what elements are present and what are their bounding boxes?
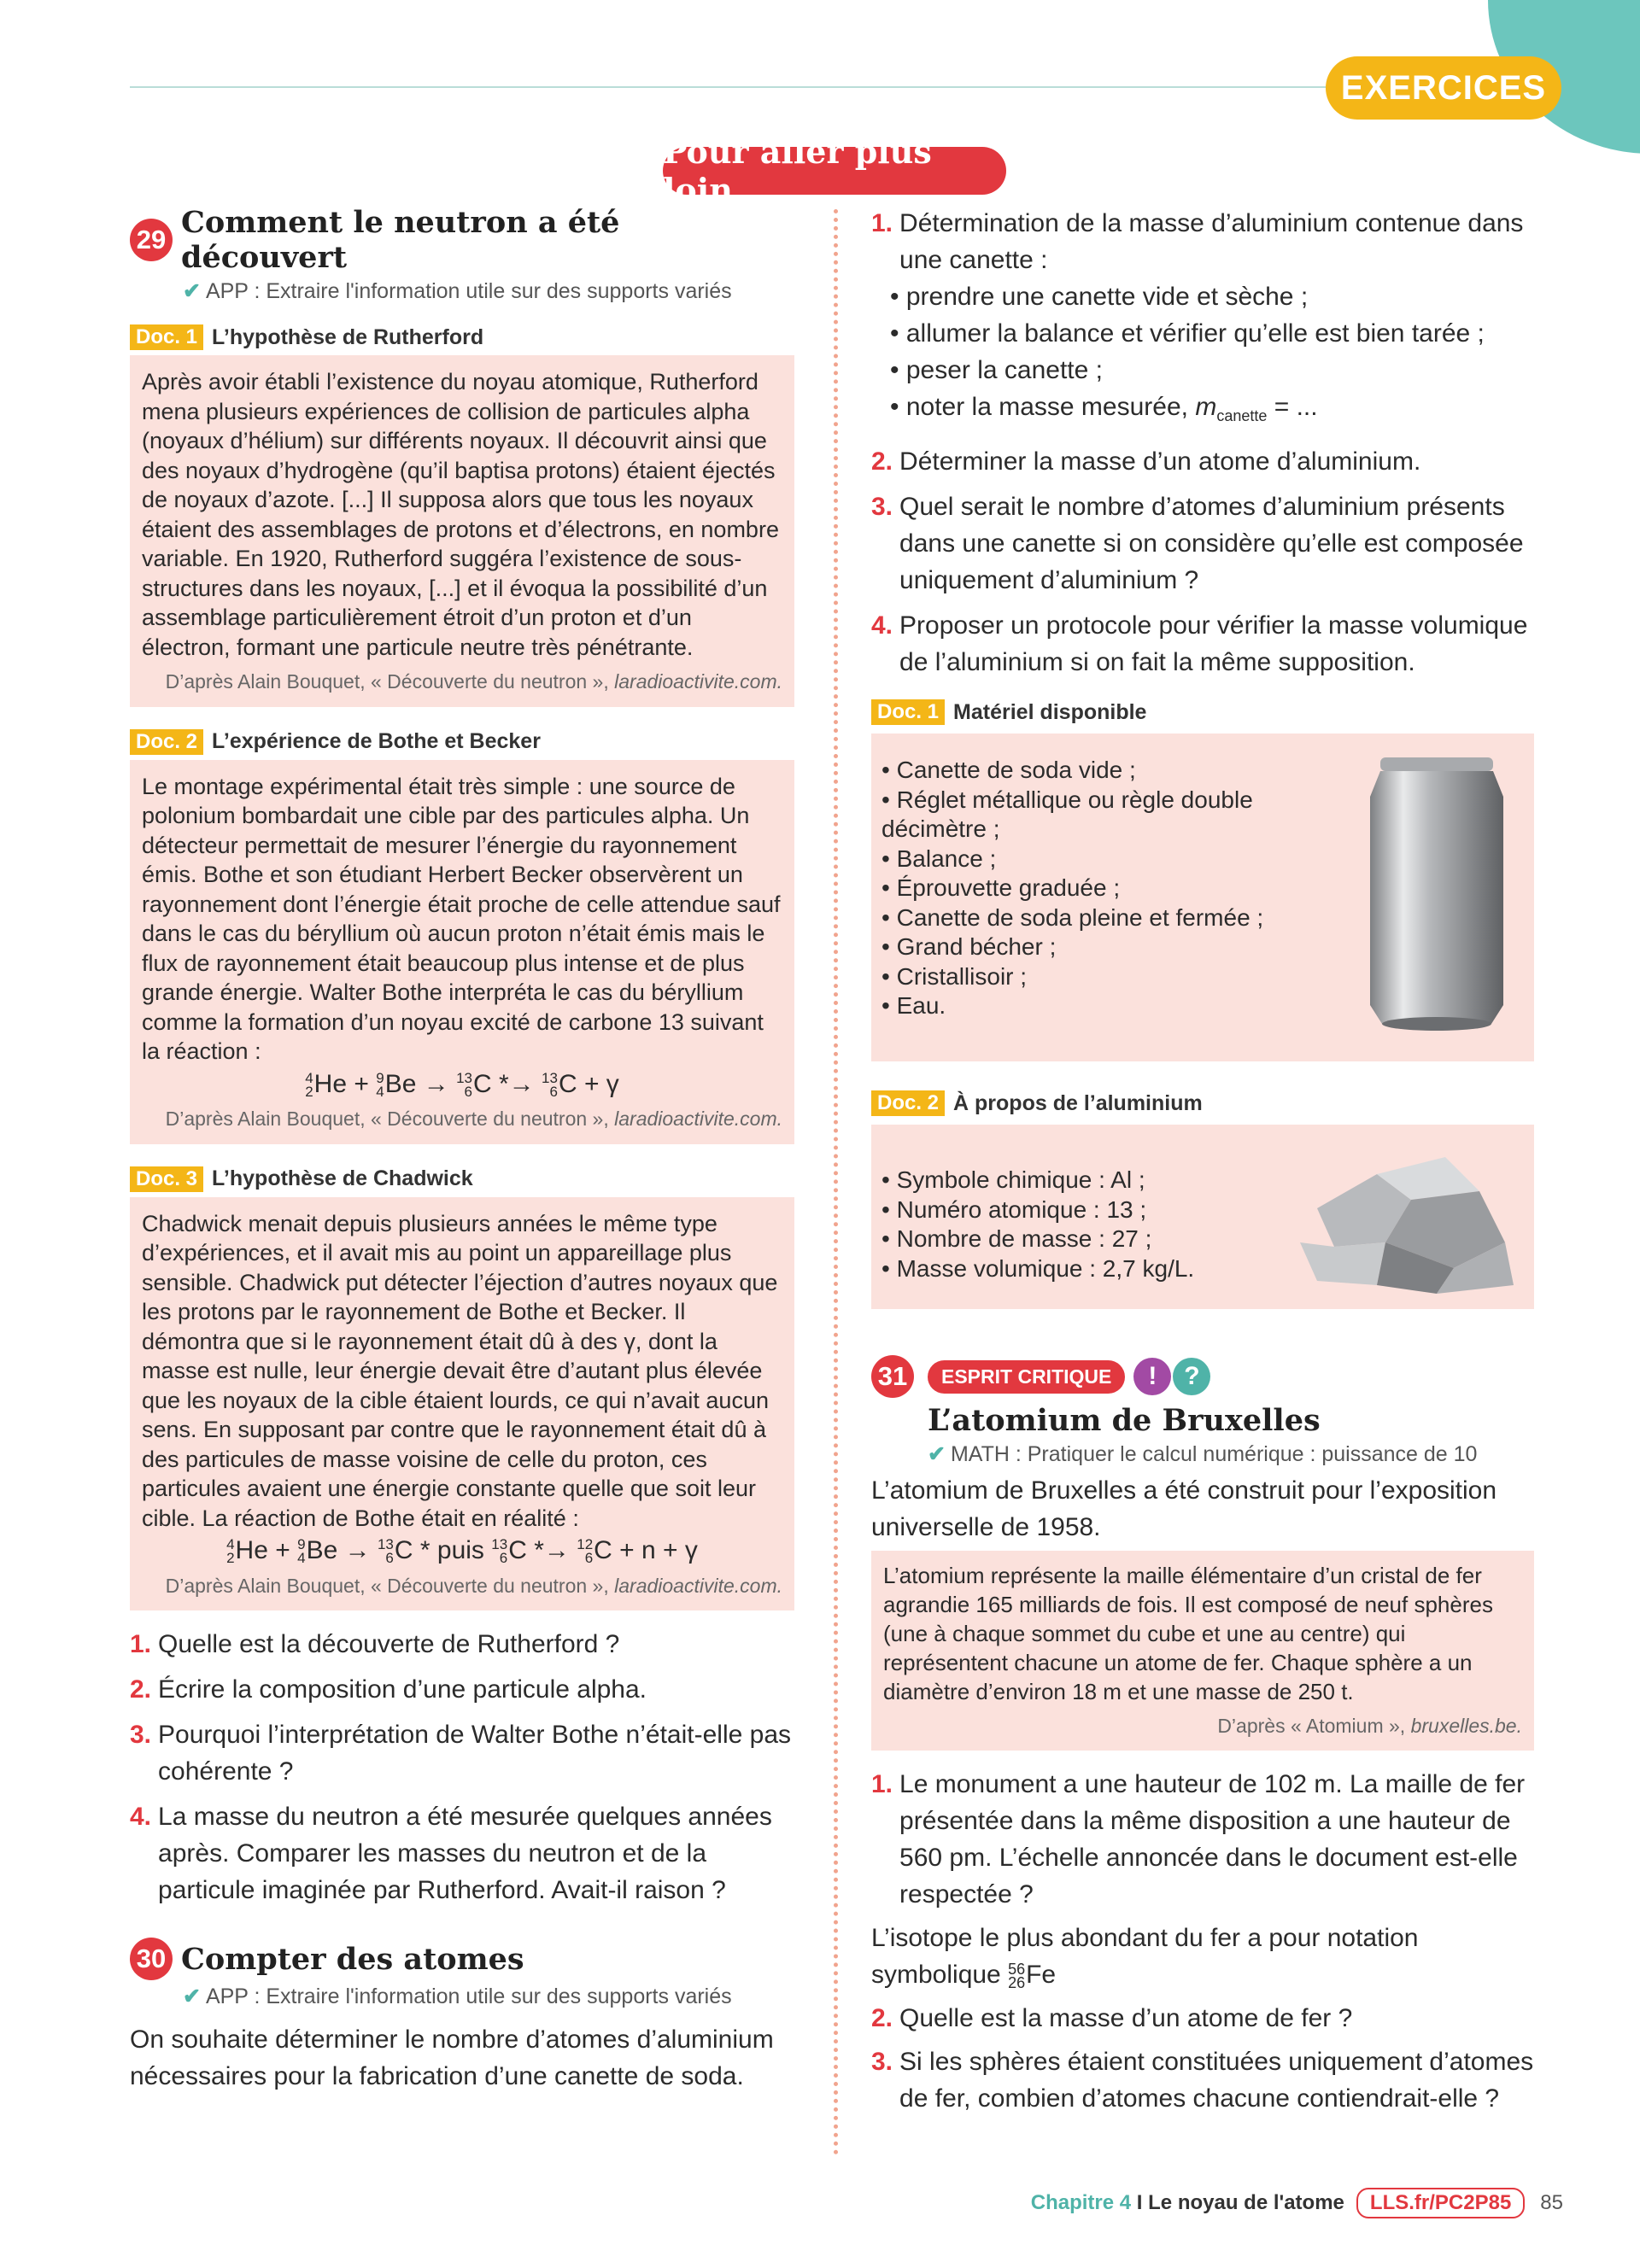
exercise-31-intro: L’atomium de Bruxelles a été construit pour l’exposition universelle de 1958. — [871, 1476, 1497, 1541]
step-item: • prendre une canette vide et sèche ; — [890, 283, 1309, 311]
question: 2. Écrire la composition d’une particule alpha. — [130, 1675, 647, 1704]
column-divider — [834, 209, 838, 2156]
exercise-31-header — [871, 1355, 1534, 1398]
doc-tag: Doc. 1 — [871, 699, 945, 725]
doc-2-box — [130, 760, 794, 1144]
question: 1. Le monument a une hauteur de 102 m. La maille de fer présentée dans la même disposition a une hauteur de 560 pm. L’échelle annoncée dans le document est-elle respectée ? — [871, 1770, 1526, 1909]
question-icon: ? — [1173, 1358, 1210, 1395]
list-item: • Numéro atomique : 13 ; — [882, 1195, 1147, 1223]
doc-source: D’après Alain Bouquet, « Découverte du neutron », laradioactivite.com. — [165, 1574, 782, 1597]
esprit-critique-badge: ESPRIT CRITIQUE — [928, 1360, 1125, 1394]
right-column — [871, 205, 1534, 2117]
question: 3. Si les sphères étaient constituées uniquement d’atomes de fer, combien d’atomes chacune contiendrait-elle ? — [871, 2048, 1534, 2113]
doc-text: L’atomium représente la maille élémentaire d’un cristal de fer agrandie 165 milliards de fois. Il est composé de neuf sphères (une à chaque sommet du cube et une au centre) qui représentent chacune un atome de fer. Chaque sphère a un diamètre d’environ 18 m et une masse de 250 t. — [883, 1563, 1493, 1704]
exercise-title: Compter des atomes — [181, 1941, 524, 1977]
doc-title: Matériel disponible — [953, 699, 1147, 724]
list-item: • Éprouvette graduée ; — [882, 874, 1121, 901]
list-item: • Canette de soda vide ; — [882, 757, 1136, 783]
doc-tag: Doc. 2 — [871, 1090, 945, 1116]
question: 2. Quelle est la masse d’un atome de fer ? — [871, 2004, 1353, 2032]
question: 1. Quelle est la découverte de Rutherford ? — [130, 1630, 620, 1658]
materials-doc-header — [871, 699, 1534, 725]
question: 3. Pourquoi l’interprétation de Walter Bothe n’était-elle pas cohérente ? — [130, 1721, 792, 1786]
list-item: • Symbole chimique : Al ; — [882, 1166, 1145, 1193]
lls-link[interactable]: LLS.fr/PC2P85 — [1356, 2188, 1525, 2218]
exercise-title: Comment le neutron a été découvert — [181, 205, 620, 275]
materials-box — [871, 734, 1534, 1061]
list-item: • Eau. — [882, 992, 946, 1019]
doc-title: L’hypothèse de Chadwick — [212, 1166, 473, 1190]
soda-can-image — [1351, 749, 1522, 1039]
skill-line — [183, 278, 794, 304]
doc-tag: Doc. 1 — [130, 324, 203, 350]
check-icon: ✔ — [928, 1442, 946, 1466]
list-item: • Nombre de masse : 27 ; — [882, 1225, 1152, 1252]
list-item: • Réglet métallique ou règle double décimètre ; — [882, 786, 1253, 842]
page-number: 85 — [1540, 2191, 1563, 2214]
list-item: • Cristallisoir ; — [882, 962, 1028, 990]
list-item: • Masse volumique : 2,7 kg/L. — [882, 1254, 1195, 1282]
doc-source: D’après Alain Bouquet, « Découverte du neutron », laradioactivite.com. — [165, 670, 782, 693]
top-rule — [130, 86, 1326, 88]
list-item: • Grand bécher ; — [882, 933, 1057, 960]
exercise-number: 30 — [130, 1938, 173, 1980]
aluminium-list — [882, 1140, 1240, 1297]
exclamation-icon: ! — [1133, 1358, 1171, 1395]
question: 3. Quel serait le nombre d’atomes d’aluminium présents dans une canette si on considère qu’elle est composée uniquement d’aluminium ? — [871, 493, 1524, 594]
aluminium-doc-header — [871, 1090, 1534, 1116]
question: 2. Déterminer la masse d’un atome d’aluminium. — [871, 447, 1421, 476]
question: 4. Proposer un protocole pour vérifier la masse volumique de l’aluminium si on fait la même supposition. — [871, 611, 1528, 676]
reaction-equation: 4 2 He + 9 4 Be → 13 6 C *→ 13 6 C + γ — [305, 1069, 619, 1100]
doc-source: D’après Alain Bouquet, « Découverte du neutron », laradioactivite.com. — [165, 1108, 782, 1130]
step-item: • peser la canette ; — [890, 356, 1103, 384]
exercise-29-header — [130, 205, 794, 275]
skill-line — [183, 1984, 794, 2009]
doc-source: D’après « Atomium », bruxelles.be. — [1217, 1715, 1522, 1737]
doc-tag: Doc. 3 — [130, 1166, 203, 1192]
exercise-30-header — [130, 1938, 794, 1980]
reaction-equation: 4 2 He + 9 4 Be → 13 6 C * puis 13 6 C *→ 12 6 C + n + γ — [226, 1536, 698, 1567]
check-icon: ✔ — [183, 279, 201, 303]
skill-text: MATH : Pratiquer le calcul numérique : puissance de 10 — [950, 1442, 1478, 1466]
left-column — [130, 205, 794, 2095]
skill-text: APP : Extraire l'information utile sur des supports variés — [205, 279, 732, 303]
list-item: • Canette de soda pleine et fermée ; — [882, 903, 1264, 931]
doc-text: Chadwick menait depuis plusieurs années le même type d’expériences, et il avait mis au point un appareillage plus sensible. Chadwick put détecter l’éjection d’autres noyaux que les protons par le rayonnement de Bothe et Becker. Il démontra que si le rayonnement était dû à des γ, dont la masse est nulle, leur énergie devait être d’autant plus élevée que les noyaux de la cible étaient lourds, ce qui n’avait aucun sens. En supposant par contre que le rayonnement était dû à des particules de masse voisine de celle du proton, ces particules avaient une énergie constante quelle que soit leur cible. La réaction de Bothe était en réalité : — [142, 1210, 778, 1531]
section-title: Pour aller plus loin — [663, 147, 1006, 195]
doc-title: À propos de l’aluminium — [953, 1090, 1203, 1115]
exercise-title: L’atomium de Bruxelles — [928, 1403, 1321, 1438]
page-footer — [999, 2188, 1563, 2218]
doc-1-header — [130, 324, 794, 350]
aluminium-pieces-image — [1283, 1140, 1522, 1297]
doc-tag: Doc. 2 — [130, 729, 203, 755]
question: 1. Détermination de la masse d’aluminium contenue dans une canette : — [871, 209, 1524, 274]
question: 4. La masse du neutron a été mesurée quelques années après. Comparer les masses du neutron et de la particule imaginée par Rutherford. Avait-il raison ? — [130, 1803, 772, 1904]
doc-1-box — [130, 355, 794, 707]
materials-list — [882, 749, 1292, 1049]
doc-text: Le montage expérimental était très simple : une source de polonium bombardait une cible par des particules alpha. Un détecteur permettait de mesurer l’énergie du rayonnement émis. Bothe et son étudiant Herbert Becker observèrent un rayonnement dont l’énergie était proche de celle attendue sauf dans le cas du béryllium où aucun proton n’était émis mais le flux de rayonnement était beaucoup plus intense et de plus grande énergie. Walter Bothe interpréta le cas du béryllium comme la formation d’un noyau excité de carbone 13 suivant la réaction : — [142, 773, 781, 1064]
doc-3-header — [130, 1166, 794, 1192]
atomium-box — [871, 1551, 1534, 1751]
exercise-30-intro: On souhaite déterminer le nombre d’atomes d’aluminium nécessaires pour la fabrication d’une canette de soda. — [130, 2025, 774, 2090]
chapter-label: Chapitre 4 I Le noyau de l'atome — [1030, 2191, 1344, 2214]
exercise-29-questions — [130, 1626, 794, 1909]
exercise-number: 29 — [130, 219, 173, 261]
skill-text: APP : Extraire l'information utile sur des supports variés — [205, 1984, 732, 2008]
exercices-badge: EXERCICES — [1326, 56, 1561, 120]
doc-2-header — [130, 729, 794, 755]
aluminium-box — [871, 1125, 1534, 1309]
list-item: • Balance ; — [882, 845, 997, 872]
isotope-line: L’isotope le plus abondant du fer a pour notation symbolique 56 26 Fe — [871, 1924, 1419, 1992]
doc-title: L’expérience de Bothe et Becker — [212, 729, 541, 753]
doc-title: L’hypothèse de Rutherford — [212, 324, 484, 349]
step-item: • noter la masse mesurée, $m_{canette}$ = ... — [890, 393, 1318, 424]
step-item: • allumer la balance et vérifier qu’elle est bien tarée ; — [890, 319, 1485, 348]
exercise-number: 31 — [871, 1355, 914, 1398]
check-icon: ✔ — [183, 1984, 201, 2008]
skill-line — [928, 1441, 1534, 1467]
doc-3-box — [130, 1197, 794, 1611]
doc-text: Après avoir établi l’existence du noyau atomique, Rutherford mena plusieurs expériences de collision de particules alpha (noyaux d’hélium) sur différents noyaux. Il découvrit ainsi que des noyaux d’hydrogène (qu’il baptisa protons) étaient éjectés de noyaux d’azote. [...] Il supposa alors que tous les noyaux étaient des assemblages de protons et d’électrons, en nombre variable. En 1920, Rutherford suggéra l’existence de sous-structures dans les noyaux, [...] et il évoqua la possibilité d’un assemblage particulièrement étroit d’un proton et d’un électron, formant une particule neutre très pénétrante. — [142, 369, 779, 660]
